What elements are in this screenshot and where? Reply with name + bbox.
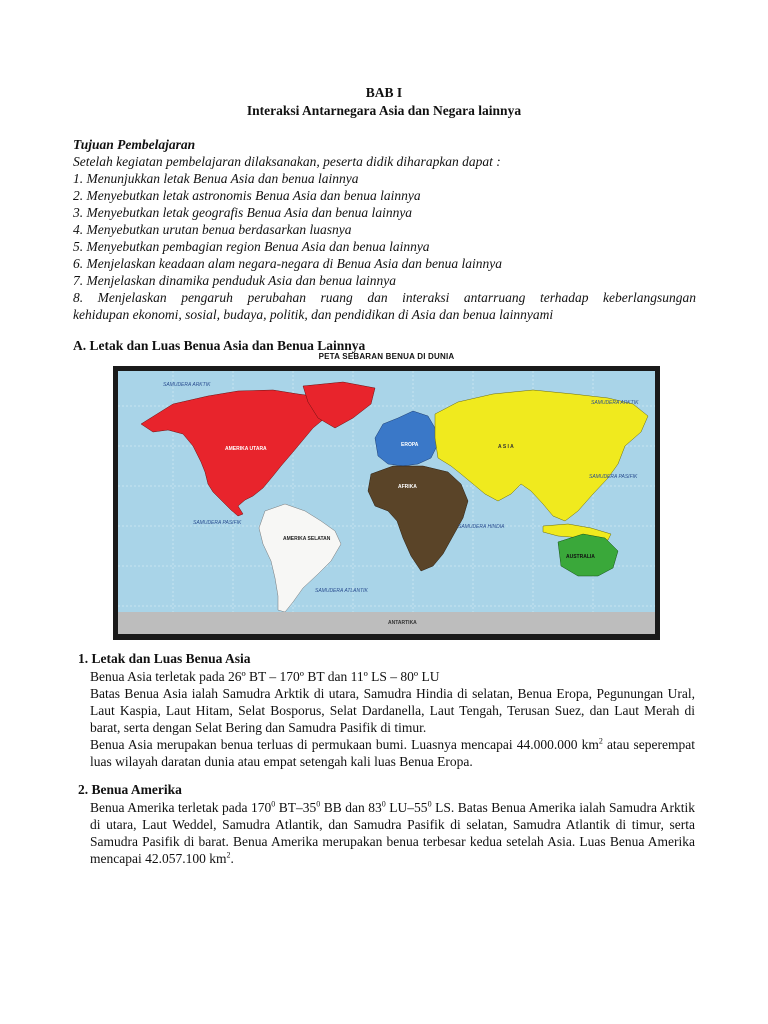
continent-antarctica <box>118 612 655 634</box>
asia-coordinates: Benua Asia terletak pada 26º BT – 170º BT dan 11º LS – 80º LU <box>90 669 440 684</box>
world-map-figure <box>113 352 660 640</box>
asia-area: Benua Asia merupakan benua terluas di permukaan bumi. Luasnya mencapai 44.000.000 $km^2$ atau seperempat luas wilayah daratan dunia atau empat setengah kali luas Benua Eropa. <box>90 736 695 769</box>
objectives-heading: Tujuan Pembelajaran <box>73 137 196 152</box>
label-asia: A S I A <box>498 444 514 450</box>
asia-boundaries: Batas Benua Asia ialah Samudra Arktik di utara, Samudra Hindia di selatan, Benua Eropa, Pegunungan Ural, Laut Kaspia, Laut Hitam, Selat Bosporus, Selat Dardanella, Laut Tengah, Terusan Suez, dan Laut Merah di barat, serta dengan Selat Bering dan Samudra Pasifik di timur. <box>90 686 695 735</box>
label-europe: EROPA <box>401 442 419 448</box>
objective-item: 7. Menjelaskan dinamika penduduk Asia dan benua lainnya <box>73 273 396 288</box>
label-africa: AFRIKA <box>398 484 417 490</box>
label-south-america: AMERIKA SELATAN <box>283 536 331 542</box>
label-north-america: AMERIKA UTARA <box>225 446 267 452</box>
label-australia: AUSTRALIA <box>566 554 595 560</box>
chapter-title: Interaksi Antarnegara Asia dan Negara lainnya <box>246 103 522 118</box>
section-1-body <box>90 668 695 770</box>
objective-item: 8. Menjelaskan pengaruh perubahan ruang dan interaksi antarruang terhadap keberlangsungan <box>73 290 696 305</box>
label-pacific-ocean-right: SAMUDERA PASIFIK <box>589 474 638 480</box>
objective-item: 2. Menyebutkan letak astronomis Benua Asia dan benua lainnya <box>73 188 421 203</box>
map-title: PETA SEBARAN BENUA DI DUNIA <box>318 352 455 361</box>
objective-item-continued: kehidupan ekonomi, sosial, budaya, politik, dan pendidikan di Asia dan benua lainnyami <box>73 307 554 322</box>
objective-item: 4. Menyebutkan urutan benua berdasarkan luasnya <box>73 222 352 237</box>
section-2-heading: 2. Benua Amerika <box>78 782 182 797</box>
objective-item: 1. Menunjukkan letak Benua Asia dan benua lainnya <box>73 171 359 186</box>
label-arctic-ocean-right: SAMUDERA ARKTIK <box>591 400 639 406</box>
objective-item: 6. Menjelaskan keadaan alam negara-negara di Benua Asia dan benua lainnya <box>73 256 503 271</box>
label-atlantic-ocean: SAMUDERA ATLANTIK <box>315 588 368 594</box>
chapter-number: BAB I <box>365 85 403 100</box>
world-map <box>113 366 660 640</box>
objectives-intro: Setelah kegiatan pembelajaran dilaksanakan, peserta didik diharapkan dapat : <box>73 154 501 169</box>
america-description: Benua Amerika terletak pada $170^0$ $BT-35^0$ BB dan $83^0$ $LU-55^0$ LS. Batas Benua Amerika ialah Samudra Arktik di utara, Laut Weddel, Samudra Atlantik, dan Samudra Pasifik di selatan, Samudra Atlantik di timur, serta Samudra Pasifik di barat. Benua Amerika merupakan benua terbesar kedua setelah Asia. Luas Benua Amerika mencapai 42.057.100 $km^2$. <box>90 799 695 866</box>
learning-objectives <box>73 136 696 323</box>
label-indian-ocean: SAMUDERA HINDIA <box>458 524 505 530</box>
label-pacific-ocean-left: SAMUDERA PASIFIK <box>193 520 242 526</box>
label-antarctica: ANTARTIKA <box>388 620 417 626</box>
objective-item: 5. Menyebutkan pembagian region Benua Asia dan benua lainnya <box>73 239 430 254</box>
label-arctic-ocean-left: SAMUDERA ARKTIK <box>163 382 211 388</box>
section-a-heading: A. Letak dan Luas Benua Asia dan Benua Lainnya <box>73 338 366 353</box>
section-2-body <box>90 799 695 867</box>
objective-item: 3. Menyebutkan letak geografis Benua Asia dan benua lainnya <box>73 205 413 220</box>
section-1-heading: 1. Letak dan Luas Benua Asia <box>78 651 251 666</box>
